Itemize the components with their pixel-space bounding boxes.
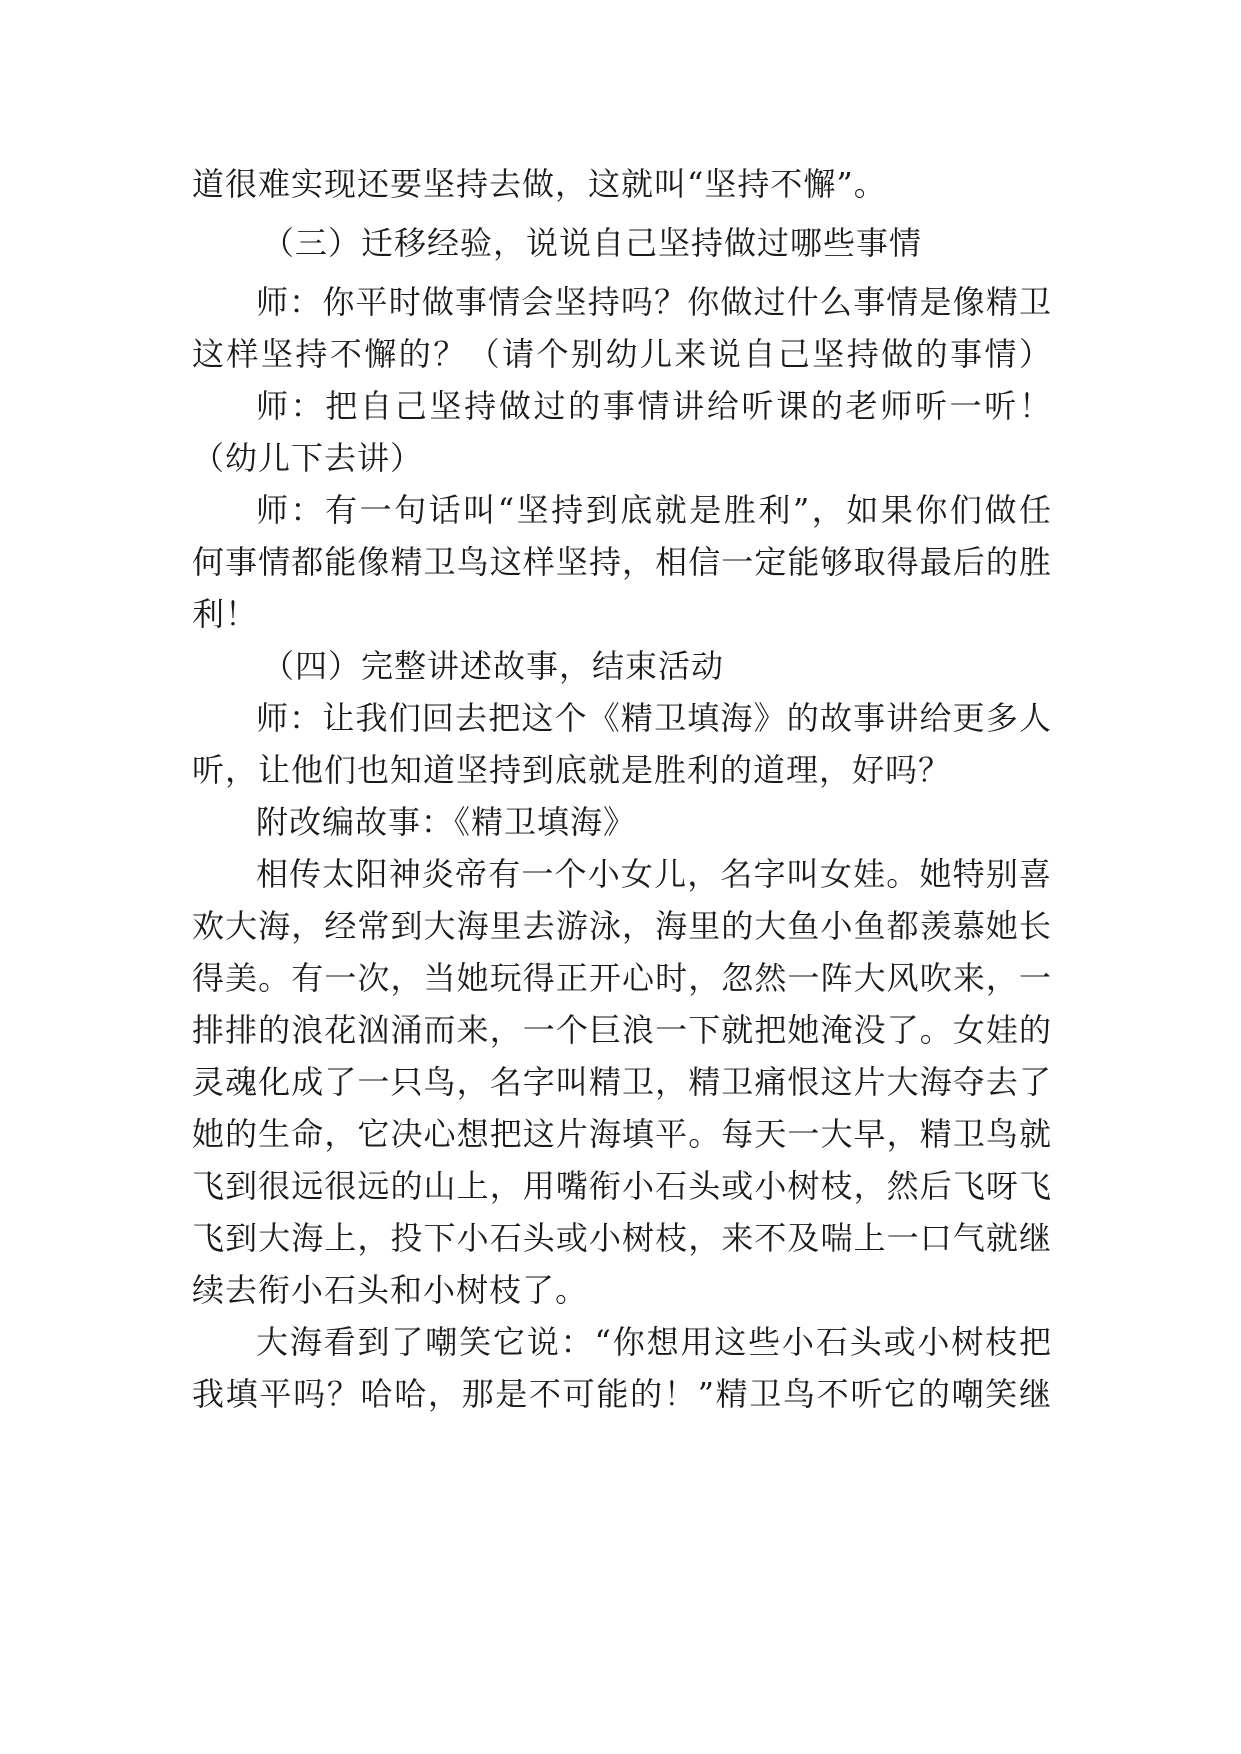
text-line: 飞到大海上，投下小石头或小树枝，来不及喘上一口气就继 bbox=[192, 1219, 1052, 1257]
story-title: 附改编故事：《精卫填海》 bbox=[256, 803, 637, 841]
text-line: 排排的浪花汹涌而来，一个巨浪一下就把她淹没了。女娃的 bbox=[192, 1011, 1052, 1049]
text-line: 师：有一句话叫“坚持到底就是胜利”，如果你们做任 bbox=[256, 491, 1052, 529]
text-line: 续去衔小石头和小树枝了。 bbox=[192, 1271, 589, 1309]
text-line: 道很难实现还要坚持去做，这就叫“坚持不懈”。 bbox=[192, 165, 887, 203]
text-line: 这样坚持不懈的？（请个别幼儿来说自己坚持做的事情） bbox=[192, 335, 1052, 373]
text-line: 飞到很远很远的山上，用嘴衔小石头或小树枝，然后飞呀飞 bbox=[192, 1167, 1052, 1205]
text-line: 得美。有一次，当她玩得正开心时，忽然一阵大风吹来，一 bbox=[192, 959, 1052, 997]
text-line: 灵魂化成了一只鸟，名字叫精卫，精卫痛恨这片大海夺去了 bbox=[192, 1063, 1052, 1101]
text-line: 听，让他们也知道坚持到底就是胜利的道理，好吗？ bbox=[192, 751, 952, 789]
text-line: 师：你平时做事情会坚持吗？你做过什么事情是像精卫 bbox=[256, 283, 1052, 321]
text-line: 何事情都能像精卫鸟这样坚持，相信一定能够取得最后的胜 bbox=[192, 543, 1052, 581]
text-line: （幼儿下去讲） bbox=[192, 439, 424, 477]
section-heading: （三）迁移经验，说说自己坚持做过哪些事情 bbox=[262, 224, 923, 262]
text-line: 她的生命，它决心想把这片海填平。每天一大早，精卫鸟就 bbox=[192, 1115, 1052, 1153]
text-line: 师：把自己坚持做过的事情讲给听课的老师听一听！ bbox=[256, 387, 1052, 425]
section-heading: （四）完整讲述故事，结束活动 bbox=[262, 647, 725, 685]
text-line: 利！ bbox=[192, 595, 259, 633]
text-line: 相传太阳神炎帝有一个小女儿，名字叫女娃。她特别喜 bbox=[256, 855, 1052, 893]
text-line: 大海看到了嘲笑它说：“你想用这些小石头或小树枝把 bbox=[256, 1323, 1052, 1361]
text-line: 我填平吗？哈哈，那是不可能的！”精卫鸟不听它的嘲笑继 bbox=[192, 1375, 1052, 1413]
text-line: 师：让我们回去把这个《精卫填海》的故事讲给更多人 bbox=[256, 699, 1052, 737]
text-line: 欢大海，经常到大海里去游泳，海里的大鱼小鱼都羡慕她长 bbox=[192, 907, 1052, 945]
